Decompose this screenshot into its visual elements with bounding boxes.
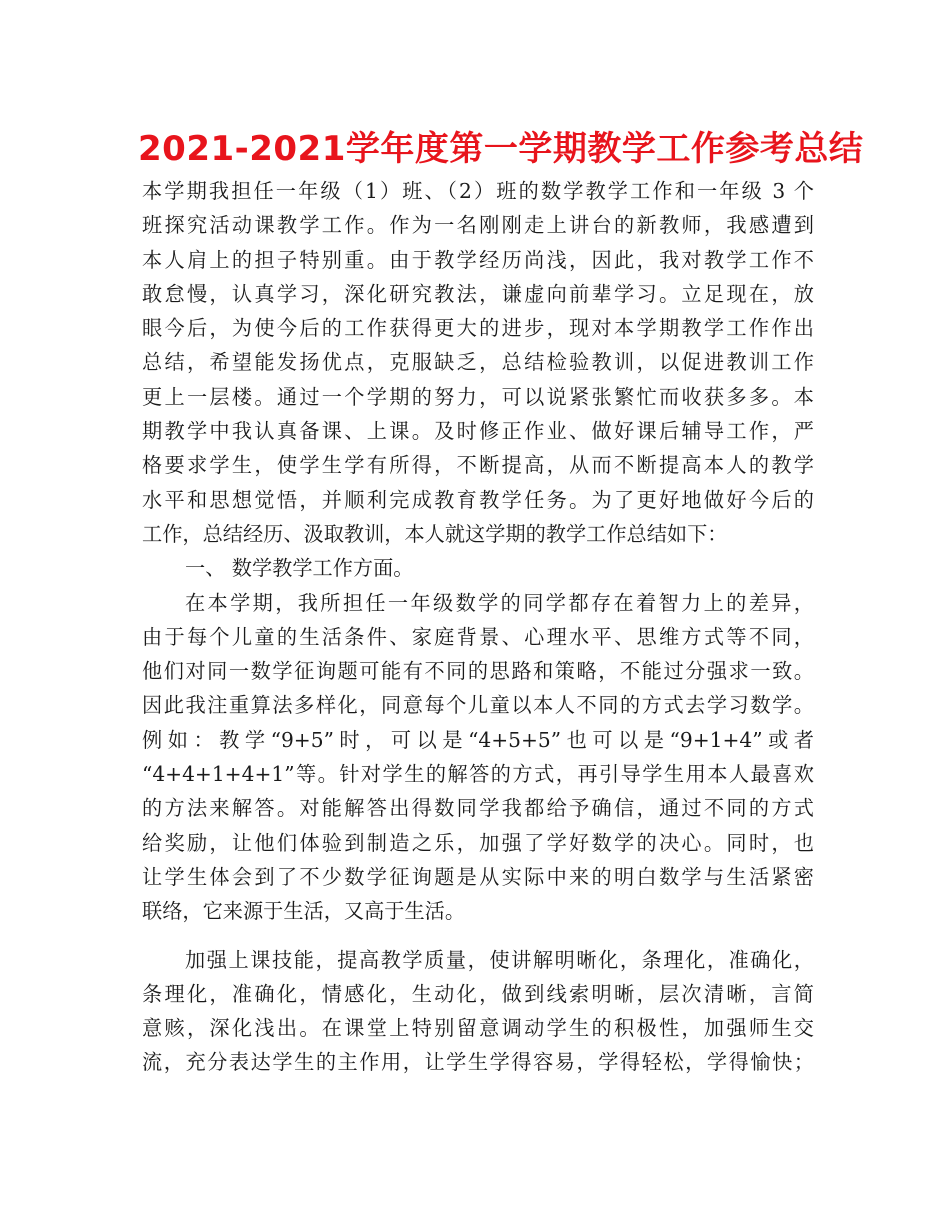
text-line: 因此我注重算法多样化，同意每个儿童以本人不同的方式去学习数学。 [142, 693, 814, 718]
text-line: 更上一层楼。通过一个学期的努力，可以说紧张繁忙而收获多多。本 [142, 384, 814, 409]
text-line: 条理化，准确化，情感化，生动化，做到线索明晰，层次清晰，言简 [142, 981, 814, 1006]
intro-paragraph [142, 174, 814, 551]
text-line: 格要求学生，使学生学有所得，不断提高，从而不断提高本人的教学 [142, 453, 814, 478]
text-line: 让学生体会到了不少数学征询题是从实际中来的明白数学与生活紧密 [142, 864, 814, 889]
paragraph-2 [142, 943, 814, 1080]
text-line: 工作，总结经历、汲取教训，本人就这学期的教学工作总结如下： [142, 521, 728, 546]
text-line: 本学期我担任一年级（1）班、（2）班的数学教学工作和一年级 3 个 [142, 179, 814, 203]
text-line: 例如：教学“9+5”时，可以是“4+5+5”也可以是“9+1+4”或者 [142, 727, 814, 752]
text-line: 流，充分表达学生的主作用，让学生学得容易，学得轻松，学得愉快； [142, 1050, 814, 1075]
text-line: 给奖励，让他们体验到制造之乐，加强了学好数学的决心。同时，也 [142, 830, 814, 855]
paragraph-spacer [142, 929, 814, 943]
text-line: 班探究活动课教学工作。作为一名刚刚走上讲台的新教师，我感遭到 [142, 213, 814, 238]
text-line: 眼今后，为使今后的工作获得更大的进步，现对本学期教学工作作出 [142, 316, 814, 341]
text-line: 的方法来解答。对能解答出得数同学我都给予确信，通过不同的方式 [142, 796, 814, 821]
text-line: 意赅，深化浅出。在课堂上特别留意调动学生的积极性，加强师生交 [142, 1016, 814, 1041]
text-line: 他们对同一数学征询题可能有不同的思路和策略，不能过分强求一致。 [142, 659, 814, 684]
document-title: 2021-2021学年度第一学期教学工作参考总结 [138, 129, 864, 169]
text-line: 在本学期，我所担任一年级数学的同学都存在着智力上的差异， [185, 590, 814, 615]
text-line: 联络，它来源于生活，又高于生活。 [142, 899, 466, 924]
document-body [142, 174, 814, 1080]
text-line: “4+4+1+4+1”等。针对学生的解答的方式，再引导学生用本人最喜欢 [142, 762, 814, 787]
paragraph-1 [142, 586, 814, 929]
text-line: 本人肩上的担子特别重。由于教学经历尚浅，因此，我对教学工作不 [142, 247, 814, 272]
text-line: 加强上课技能，提高教学质量，使讲解明晰化，条理化，准确化， [185, 947, 814, 972]
text-line: 期教学中我认真备课、上课。及时修正作业、做好课后辅导工作，严 [142, 419, 814, 444]
text-line: 水平和思想觉悟，并顺利完成教育教学任务。为了更好地做好今后的 [142, 487, 814, 512]
text-line: 敢怠慢，认真学习，深化研究教法，谦虚向前辈学习。立足现在，放 [142, 281, 814, 306]
section-heading: 一、 数学教学工作方面。 [185, 556, 414, 581]
text-line: 总结，希望能发扬优点，克服缺乏，总结检验教训，以促进教训工作 [142, 350, 814, 375]
text-line: 由于每个儿童的生活条件、家庭背景、心理水平、思维方式等不同， [142, 624, 814, 649]
document-page [138, 128, 864, 1080]
